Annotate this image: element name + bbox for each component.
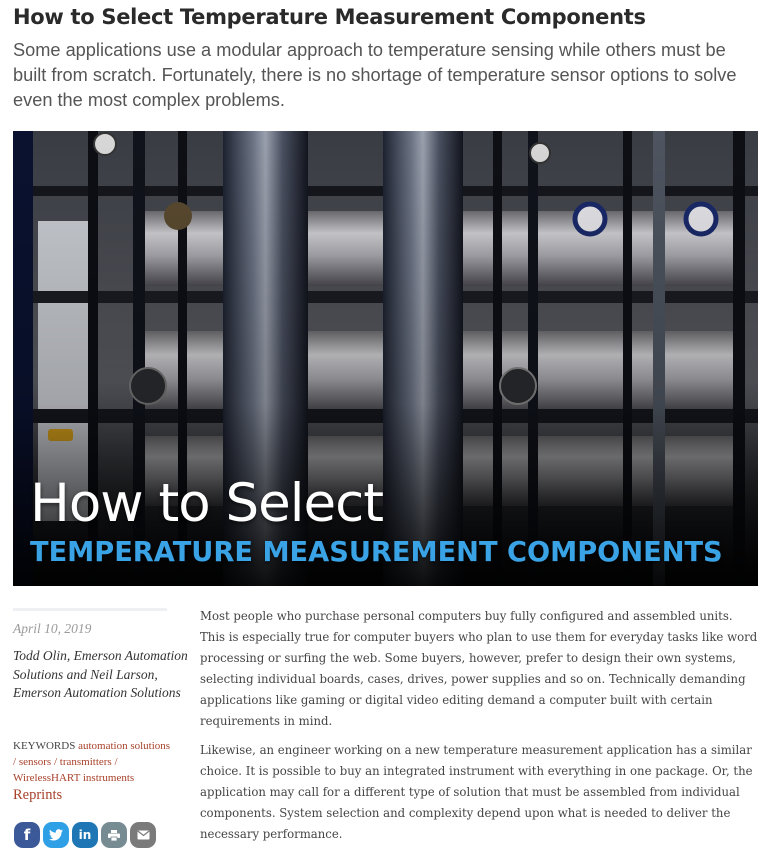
- email-icon: [137, 830, 150, 840]
- hero-image: [13, 131, 758, 586]
- twitter-share-button[interactable]: [43, 822, 69, 848]
- email-share-button[interactable]: [130, 822, 156, 848]
- article-deck: Some applications use a modular approach to temperature sensing while others must be built from scratch. Fortunately, there is no shortage of temperature sensor options to solve even the most complex problems.: [13, 40, 737, 110]
- keyword-separator: /: [111, 756, 118, 768]
- keyword-separator: /: [51, 756, 60, 768]
- hero-overlay-subheading: TEMPERATURE MEASUREMENT COMPONENTS: [30, 536, 723, 568]
- hero-overlay-heading: How to Select: [30, 473, 384, 534]
- publish-date: April 10, 2019: [13, 621, 92, 636]
- facebook-icon: f: [23, 826, 31, 844]
- twitter-icon: [49, 829, 63, 841]
- print-button[interactable]: [101, 822, 127, 848]
- body-paragraph: Most people who purchase personal computers buy fully configured and assembled units. This is especially true for computer buyers who plan to use them for everyday tasks like word processing or surfing the web. Some buyers, however, prefer to design their own systems, selecting individual boards, cases, drives, power supplies and so on. Technically demanding applications like gaming or digital video editing demand a computer built with certain requirements in mind.: [200, 609, 758, 728]
- keyword-link-transmitters[interactable]: transmitters: [59, 756, 112, 768]
- print-icon: [108, 830, 120, 841]
- reprints-link[interactable]: Reprints: [13, 787, 63, 803]
- body-paragraph: Likewise, an engineer working on a new temperature measurement application has a similar choice. It is possible to buy an integrated instrument with everything in one package. Or, the application may call for a different type of solution that must be assembled from individual components. System selection and complexity depend upon what is needed to deliver the necessary performance.: [200, 743, 753, 841]
- linkedin-share-button[interactable]: [72, 822, 98, 848]
- keywords-label: KEYWORDS: [13, 740, 76, 752]
- keyword-link-wirelesshart[interactable]: WirelessHART instruments: [13, 772, 135, 784]
- keyword-link-sensors[interactable]: sensors: [18, 756, 52, 768]
- linkedin-icon: in: [78, 828, 92, 842]
- keyword-separator: /: [13, 756, 19, 768]
- author-byline: Todd Olin, Emerson Automation Solutions and Neil Larson, Emerson Automation Solutions: [13, 648, 188, 700]
- keywords-list: [13, 738, 183, 786]
- facebook-share-button[interactable]: [14, 822, 40, 848]
- meta-divider: [13, 608, 167, 611]
- article-body: [200, 606, 760, 853]
- keyword-link-automation-solutions[interactable]: automation solutions: [78, 740, 171, 752]
- article-title: How to Select Temperature Measurement Components: [13, 5, 646, 29]
- social-share-bar: [14, 822, 156, 848]
